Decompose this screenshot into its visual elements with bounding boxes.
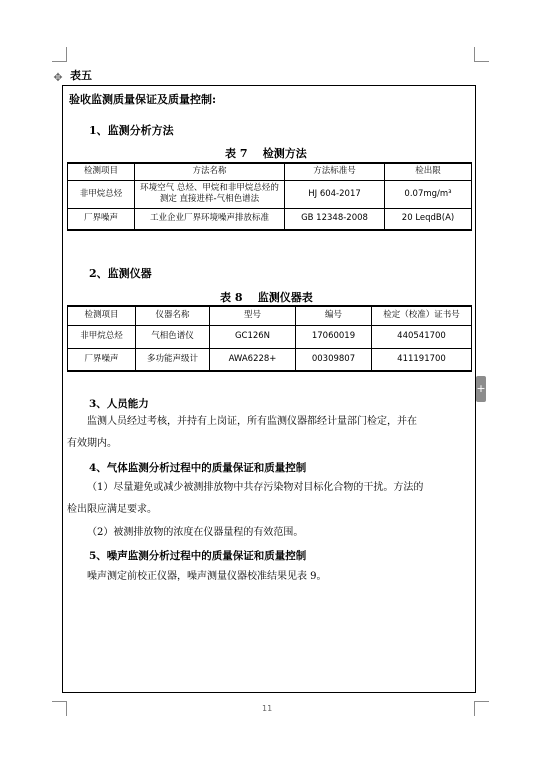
crop-mark-top-left [52,47,67,62]
section4-item1-line2: 检出限应满足要求。 [67,504,157,515]
section3-paragraph-line2: 有效期内。 [67,438,117,449]
table-cell: 多功能声级计 [136,348,210,371]
column-header: 检定（校准）证书号 [372,306,472,325]
table-cell: GC126N [210,325,296,348]
outer-table-frame [62,85,476,693]
crop-mark-top-right [474,47,489,62]
table-cell: 440541700 [372,325,472,348]
add-column-handle-icon[interactable]: + [476,376,486,402]
table-cell: 非甲烷总烃 [68,325,136,348]
section3-paragraph-line1: 监测人员经过考核，并持有上岗证，所有监测仪器都经计量部门检定，并在 [87,416,417,427]
table-cell: 17060019 [296,325,372,348]
table-cell: HJ 604-2017 [285,180,385,208]
table-cell: 工业企业厂界环境噪声排放标准 [135,208,285,230]
section4-item1-line1: （1）尽量避免或减少被测排放物中共存污染物对目标化合物的干扰。方法的 [87,482,424,493]
column-header: 方法标准号 [285,163,385,180]
section4-heading: 4、气体监测分析过程中的质量保证和质量控制 [89,462,307,474]
methods-table [67,162,472,231]
table-cell: 411191700 [372,348,472,371]
section2-heading: 2、监测仪器 [89,267,152,280]
crop-mark-bottom-left [52,701,67,716]
table-header-row [68,163,472,180]
table-row [68,208,472,230]
column-header: 仪器名称 [136,306,210,325]
table-cell: 气相色谱仪 [136,325,210,348]
column-header: 编号 [296,306,372,325]
table-header-row [68,306,472,325]
section3-heading: 3、人员能力 [89,398,149,410]
table-label: 表五 [70,69,92,82]
section5-paragraph: 噪声测定前校正仪器，噪声测量仪器校准结果见表 9。 [87,571,327,582]
table-cell: 环境空气 总烃、甲烷和非甲烷总烃的测定 直接进样-气相色谱法 [135,180,285,208]
column-header: 检测项目 [68,306,136,325]
section4-item2: （2）被测排放物的浓度在仪器量程的有效范围。 [87,527,304,538]
table-move-handle-icon[interactable]: ✥ [53,71,63,84]
column-header: 检出限 [385,163,472,180]
table-row [68,325,472,348]
table-cell: AWA6228+ [210,348,296,371]
table8-caption: 表 8 监测仪器表 [220,291,313,304]
table-cell: 00309807 [296,348,372,371]
crop-mark-bottom-right [474,701,489,716]
table-cell: 非甲烷总烃 [68,180,135,208]
section1-heading: 1、监测分析方法 [89,124,174,137]
section5-heading: 5、噪声监测分析过程中的质量保证和质量控制 [89,550,307,562]
table-cell: 0.07mg/m³ [385,180,472,208]
table-cell: 厂界噪声 [68,208,135,230]
column-header: 检测项目 [68,163,135,180]
table-row [68,180,472,208]
frame-title: 验收监测质量保证及质量控制: [69,93,217,106]
instruments-table [67,305,472,372]
column-header: 方法名称 [135,163,285,180]
table-row [68,348,472,371]
table-cell: 厂界噪声 [68,348,136,371]
column-header: 型号 [210,306,296,325]
table7-caption: 表 7 检测方法 [225,147,307,160]
table-cell: 20 LeqdB(A) [385,208,472,230]
page-number: 11 [262,704,273,713]
table-cell: GB 12348-2008 [285,208,385,230]
